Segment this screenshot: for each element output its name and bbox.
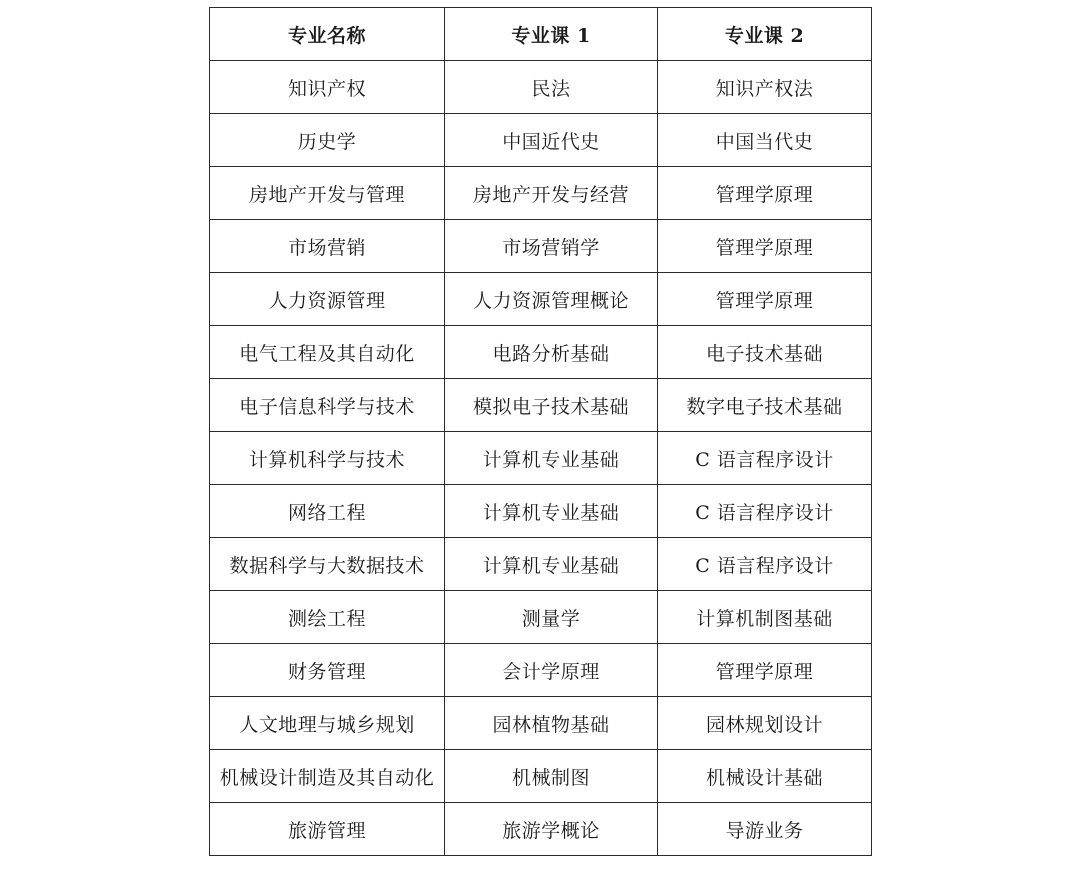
course-1-cell: 人力资源管理概论: [445, 273, 658, 326]
course-2-cell: 数字电子技术基础: [658, 379, 872, 432]
major-name-cell: 财务管理: [210, 644, 445, 697]
course-2-cell: 管理学原理: [658, 167, 872, 220]
major-courses-table: [209, 7, 872, 856]
major-name-cell: 历史学: [210, 114, 445, 167]
major-name-cell: 测绘工程: [210, 591, 445, 644]
major-name-cell: 旅游管理: [210, 803, 445, 856]
course-1-cell: 旅游学概论: [445, 803, 658, 856]
major-name-cell: 房地产开发与管理: [210, 167, 445, 220]
table-row: [210, 432, 872, 485]
course-1-cell: 中国近代史: [445, 114, 658, 167]
table-row: [210, 379, 872, 432]
course-2-cell: 知识产权法: [658, 61, 872, 114]
table-row: [210, 114, 872, 167]
header-course-1: 专业课 1: [445, 8, 658, 61]
major-name-cell: 网络工程: [210, 485, 445, 538]
course-2-cell: 中国当代史: [658, 114, 872, 167]
table-row: [210, 803, 872, 856]
course-2-cell: C 语言程序设计: [658, 432, 872, 485]
course-1-cell: 会计学原理: [445, 644, 658, 697]
table-row: [210, 167, 872, 220]
table-row: [210, 591, 872, 644]
table-row: [210, 538, 872, 591]
table-row: [210, 273, 872, 326]
table-row: [210, 697, 872, 750]
course-2-cell: 园林规划设计: [658, 697, 872, 750]
table-row: [210, 220, 872, 273]
course-1-cell: 市场营销学: [445, 220, 658, 273]
course-1-cell: 测量学: [445, 591, 658, 644]
major-name-cell: 市场营销: [210, 220, 445, 273]
course-1-cell: 模拟电子技术基础: [445, 379, 658, 432]
course-2-cell: C 语言程序设计: [658, 485, 872, 538]
course-1-cell: 房地产开发与经营: [445, 167, 658, 220]
major-name-cell: 计算机科学与技术: [210, 432, 445, 485]
course-2-cell: 计算机制图基础: [658, 591, 872, 644]
course-2-cell: C 语言程序设计: [658, 538, 872, 591]
table-body: [210, 61, 872, 856]
table-row: [210, 485, 872, 538]
course-2-cell: 机械设计基础: [658, 750, 872, 803]
course-1-cell: 计算机专业基础: [445, 538, 658, 591]
course-2-cell: 管理学原理: [658, 644, 872, 697]
course-1-cell: 民法: [445, 61, 658, 114]
course-2-cell: 管理学原理: [658, 273, 872, 326]
major-name-cell: 电气工程及其自动化: [210, 326, 445, 379]
major-name-cell: 知识产权: [210, 61, 445, 114]
table-row: [210, 750, 872, 803]
major-name-cell: 人文地理与城乡规划: [210, 697, 445, 750]
major-name-cell: 电子信息科学与技术: [210, 379, 445, 432]
course-2-cell: 电子技术基础: [658, 326, 872, 379]
major-name-cell: 数据科学与大数据技术: [210, 538, 445, 591]
course-1-cell: 电路分析基础: [445, 326, 658, 379]
course-1-cell: 机械制图: [445, 750, 658, 803]
header-row: [210, 8, 872, 61]
table-row: [210, 61, 872, 114]
table-header: [210, 8, 872, 61]
course-1-cell: 计算机专业基础: [445, 485, 658, 538]
major-name-cell: 人力资源管理: [210, 273, 445, 326]
header-major-name: 专业名称: [210, 8, 445, 61]
table-row: [210, 644, 872, 697]
course-1-cell: 计算机专业基础: [445, 432, 658, 485]
table-row: [210, 326, 872, 379]
major-name-cell: 机械设计制造及其自动化: [210, 750, 445, 803]
course-2-cell: 导游业务: [658, 803, 872, 856]
course-1-cell: 园林植物基础: [445, 697, 658, 750]
header-course-2: 专业课 2: [658, 8, 872, 61]
course-2-cell: 管理学原理: [658, 220, 872, 273]
